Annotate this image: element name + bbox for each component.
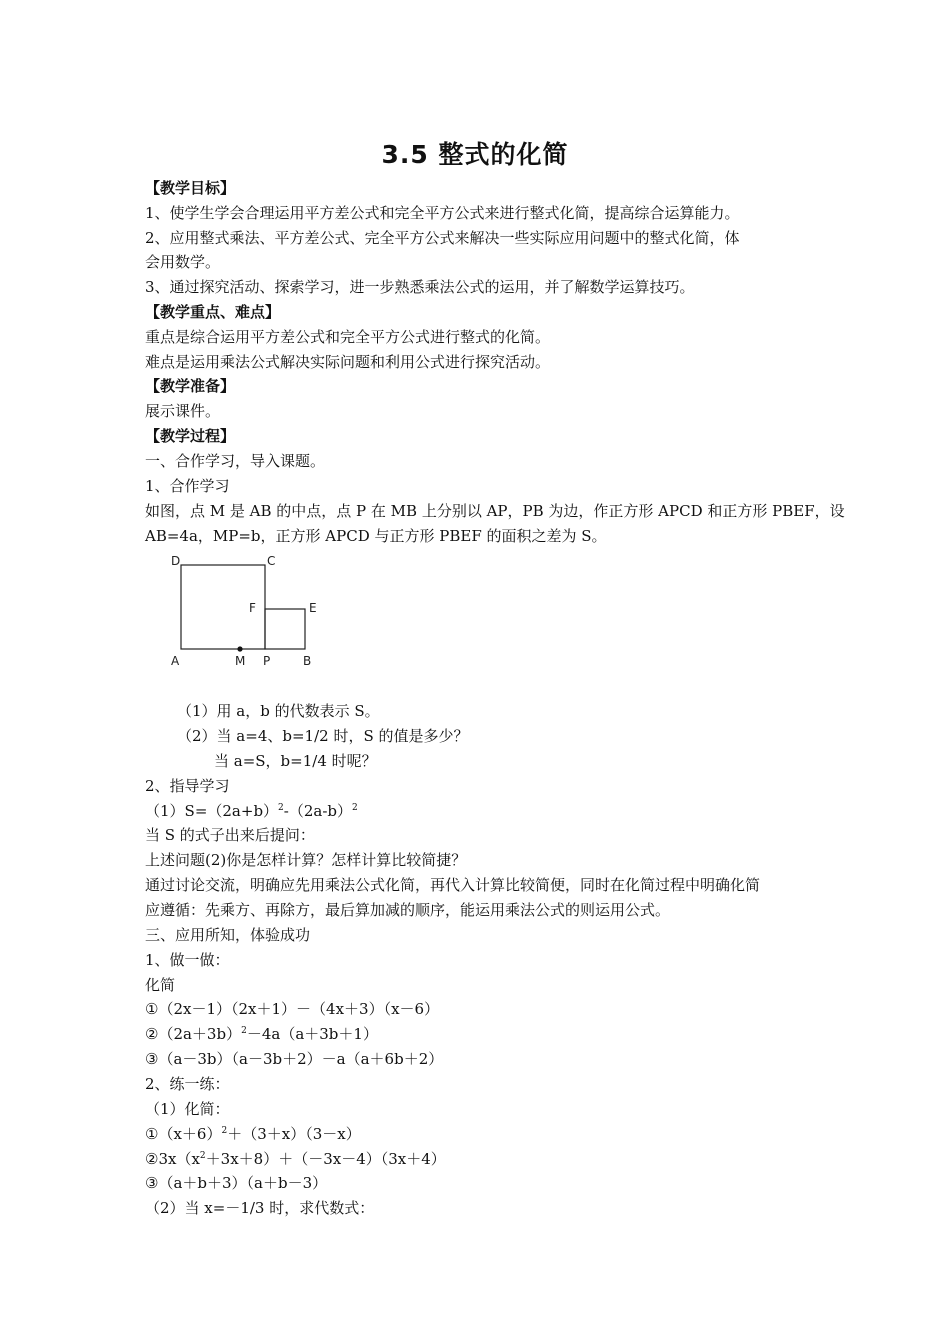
- apply-heading: 三、应用所知，体验成功: [145, 926, 311, 944]
- exercise-2: $②(2a+3b)^2-4a(a+3b+1)$: [145, 1025, 378, 1043]
- simplify-label: 化简: [145, 976, 176, 994]
- practice-heading: 2、练一练：: [145, 1075, 230, 1093]
- question-3: 当 a=S，b=1/4 时呢？: [214, 752, 377, 770]
- discuss-line-b: 应遵循：先乘方、再除方，最后算加减的顺序，能运用乘法公式的则运用公式。: [145, 901, 671, 919]
- goal-2-line-b: 会用数学。: [145, 253, 221, 271]
- key-point: 重点是综合运用平方差公式和完全平方公式进行整式的化简。: [145, 328, 551, 346]
- point-m-dot: [237, 646, 242, 651]
- goals-heading: 【教学目标】: [145, 179, 236, 197]
- goal-3: 3、通过探究活动、探索学习，进一步熟悉乘法公式的运用，并了解数学运算技巧。: [145, 278, 695, 296]
- practice-1a: $①(x+6)^2+(3+x)(3-x)$: [145, 1125, 361, 1143]
- exercise-1: ①（2x－1）（2x＋1）－（4x＋3）（x－6）: [145, 1000, 440, 1018]
- question-1: （1）用 a，b 的代数表示 S。: [177, 702, 380, 720]
- discuss-line-a: 通过讨论交流，明确应先用乘法公式化简，再代入计算比较简便，同时在化简过程中明确化简: [145, 876, 761, 894]
- part-1-heading: 一、合作学习，导入课题。: [145, 452, 326, 470]
- process-heading: 【教学过程】: [145, 427, 236, 445]
- practice-2: （2）当 x=－1/3 时，求代数式：: [145, 1199, 375, 1217]
- guide-heading: 2、指导学习: [145, 777, 230, 795]
- question-2: （2）当 a=4、b=1/2 时，S 的值是多少？: [177, 727, 469, 745]
- do-heading: 1、做一做：: [145, 951, 230, 969]
- exercise-3: ③（a－3b）（a－3b＋2）－a（a＋6b＋2）: [145, 1050, 444, 1068]
- keypoints-heading: 【教学重点、难点】: [145, 303, 281, 321]
- label-p: P: [263, 654, 271, 668]
- prep-heading: 【教学准备】: [145, 377, 236, 395]
- label-a: A: [171, 654, 180, 668]
- practice-1c: ③（a＋b＋3）（a＋b－3）: [145, 1174, 328, 1192]
- square-pbef: [265, 609, 305, 649]
- formula-s: $(1)S=(2a+b)^2-(2a-b)^2$: [145, 802, 358, 820]
- squares-figure: [160, 553, 330, 673]
- ask-line-1: 当 S 的式子出来后提问：: [145, 826, 315, 844]
- label-f: F: [249, 601, 256, 615]
- goal-2-line-a: 2、应用整式乘法、平方差公式、完全平方公式来解决一些实际应用问题中的整式化简，体: [145, 229, 740, 247]
- label-d: D: [171, 554, 181, 568]
- practice-1b: $②3x(x^2+3x+8)+(-3x-4)(3x+4)$: [145, 1150, 446, 1168]
- part-1-sub: 1、合作学习: [145, 477, 230, 495]
- prep-text: 展示课件。: [145, 402, 221, 420]
- label-c: C: [267, 554, 276, 568]
- page-title: 3.5 整式的化简: [381, 140, 569, 169]
- intro-line-b: AB=4a，MP=b，正方形 APCD 与正方形 PBEF 的面积之差为 S。: [145, 527, 607, 545]
- difficult-point: 难点是运用乘法公式解决实际问题和利用公式进行探究活动。: [145, 353, 551, 371]
- intro-line-a: 如图，点 M 是 AB 的中点，点 P 在 MB 上分别以 AP，PB 为边，作正方形 APCD 和正方形 PBEF，设: [145, 502, 845, 520]
- label-m: M: [235, 654, 246, 668]
- goal-1: 1、使学生学会合理运用平方差公式和完全平方公式来进行整式化简，提高综合运算能力。: [145, 204, 740, 222]
- practice-1-heading: （1）化简：: [145, 1100, 230, 1118]
- label-e: E: [309, 601, 317, 615]
- ask-line-2: 上述问题(2)你是怎样计算？怎样计算比较简捷？: [145, 851, 467, 869]
- label-b: B: [303, 654, 312, 668]
